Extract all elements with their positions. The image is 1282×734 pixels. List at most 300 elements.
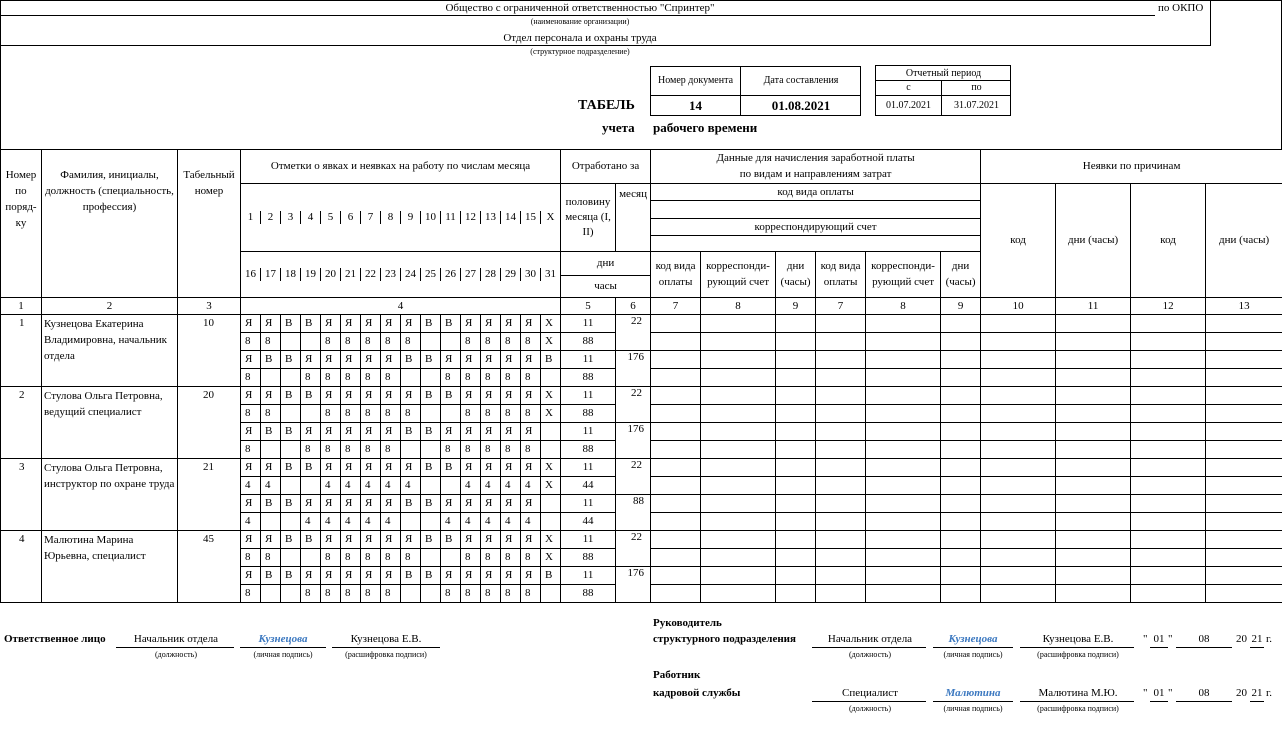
doc-number: 14 — [689, 98, 702, 113]
col-num: 9 — [941, 298, 981, 315]
resp-caption-position: (должность) — [155, 650, 197, 659]
day-mark: 8 — [481, 549, 501, 567]
day-mark: Я — [241, 531, 261, 549]
empty-cell — [1131, 459, 1206, 477]
empty-cell — [816, 531, 866, 549]
day-mark: В — [261, 351, 281, 369]
day-mark: Я — [241, 459, 261, 477]
header-corr: корреспондирующий счет — [651, 201, 981, 252]
day-mark: 8 — [481, 369, 501, 387]
day-mark: 8 — [521, 405, 541, 423]
empty-cell — [941, 513, 981, 531]
day-mark: 8 — [461, 549, 481, 567]
day-mark: Я — [381, 387, 401, 405]
hr-date-day: 01 — [1153, 687, 1165, 699]
empty-cell — [1056, 333, 1131, 351]
day-mark: Я — [481, 459, 501, 477]
day-mark: Я — [361, 423, 381, 441]
head-caption-position: (должность) — [849, 650, 891, 659]
resp-caption-signature: (личная подпись) — [253, 650, 313, 659]
table-row — [1, 459, 1282, 477]
resp-position: Начальник отдела — [133, 633, 219, 645]
day-mark: В — [301, 387, 321, 405]
day-mark: 4 — [521, 477, 541, 495]
header-abs-code2: код — [1131, 184, 1206, 298]
day-number: 19 — [300, 268, 320, 280]
day-mark: 8 — [321, 333, 341, 351]
hr-position: Специалист — [842, 687, 898, 699]
head-date-year: 21 — [1251, 633, 1263, 645]
half-month-value: 44 — [561, 477, 616, 495]
day-mark: Я — [241, 315, 261, 333]
empty-cell — [651, 423, 701, 441]
dept-name: Отдел персонала и охраны труда — [503, 32, 657, 44]
org-name: Общество с ограниченной ответственностью "Спринтер" — [445, 2, 715, 14]
day-mark: 8 — [501, 585, 521, 603]
empty-cell — [981, 405, 1056, 423]
empty-cell — [816, 423, 866, 441]
day-mark: 8 — [381, 369, 401, 387]
day-mark: 8 — [481, 585, 501, 603]
head-caption-signature: (личная подпись) — [943, 650, 1003, 659]
day-mark: X — [541, 333, 561, 351]
header-tab: Табельный номер — [178, 150, 241, 298]
day-mark: Я — [481, 387, 501, 405]
day-mark: X — [541, 459, 561, 477]
day-mark — [541, 441, 561, 459]
day-mark: Я — [381, 459, 401, 477]
empty-cell — [1131, 423, 1206, 441]
employee-tab: 20 — [178, 387, 241, 459]
day-mark: 8 — [501, 333, 521, 351]
day-mark: Я — [361, 387, 381, 405]
day-number: 4 — [300, 211, 320, 223]
day-mark: Я — [321, 531, 341, 549]
doc-title: ТАБЕЛЬ — [578, 98, 635, 113]
day-mark: 8 — [501, 405, 521, 423]
day-mark: 4 — [341, 477, 361, 495]
empty-cell — [651, 549, 701, 567]
day-mark — [401, 513, 421, 531]
empty-cell — [776, 513, 816, 531]
day-mark: Я — [261, 531, 281, 549]
day-mark: Я — [321, 567, 341, 585]
empty-cell — [776, 405, 816, 423]
empty-cell — [1131, 549, 1206, 567]
empty-cell — [701, 441, 776, 459]
day-mark: В — [421, 351, 441, 369]
day-mark: В — [401, 495, 421, 513]
header-corr-acc-2: корреспонди-рующий счет — [866, 252, 941, 298]
empty-cell — [981, 441, 1056, 459]
day-mark — [421, 369, 441, 387]
empty-cell — [651, 351, 701, 369]
day-number: 10 — [420, 211, 440, 223]
day-mark: 8 — [521, 369, 541, 387]
empty-cell — [866, 531, 941, 549]
day-mark: 8 — [381, 585, 401, 603]
day-mark: Я — [321, 351, 341, 369]
day-mark: 8 — [381, 333, 401, 351]
day-mark: Я — [381, 495, 401, 513]
empty-cell — [776, 549, 816, 567]
day-number: 14 — [500, 211, 520, 223]
empty-cell — [816, 315, 866, 333]
day-mark: Я — [481, 495, 501, 513]
day-mark: Я — [521, 459, 541, 477]
day-mark — [261, 513, 281, 531]
empty-cell — [1206, 459, 1282, 477]
day-mark: 4 — [461, 477, 481, 495]
day-mark: 8 — [521, 585, 541, 603]
half-month-value: 11 — [561, 531, 616, 549]
day-mark: 8 — [361, 369, 381, 387]
day-mark — [541, 513, 561, 531]
day-mark: В — [401, 351, 421, 369]
day-mark: 8 — [361, 405, 381, 423]
empty-cell — [1206, 369, 1282, 387]
empty-cell — [1206, 567, 1282, 585]
day-mark: 4 — [521, 513, 541, 531]
day-mark: Я — [241, 351, 261, 369]
day-number: 22 — [360, 268, 380, 280]
day-mark — [421, 333, 441, 351]
header-abs-dh2: дни (часы) — [1206, 184, 1282, 298]
empty-cell — [1206, 531, 1282, 549]
day-mark: 4 — [301, 513, 321, 531]
day-mark: В — [421, 567, 441, 585]
month-hours: 176 — [616, 567, 651, 603]
empty-cell — [981, 567, 1056, 585]
day-mark: Я — [361, 351, 381, 369]
day-mark: Я — [401, 459, 421, 477]
doc-number-label: Номер документа — [657, 75, 734, 86]
day-mark: Я — [381, 567, 401, 585]
day-mark: Я — [261, 315, 281, 333]
day-mark: Я — [521, 387, 541, 405]
empty-cell — [1056, 387, 1131, 405]
day-mark — [541, 585, 561, 603]
hr-caption-signature: (личная подпись) — [943, 704, 1003, 713]
empty-cell — [1206, 585, 1282, 603]
head-date-q2: " — [1168, 633, 1173, 645]
empty-cell — [776, 567, 816, 585]
day-mark: Я — [481, 423, 501, 441]
empty-cell — [866, 315, 941, 333]
day-mark — [301, 477, 321, 495]
empty-cell — [866, 405, 941, 423]
day-mark: 8 — [321, 369, 341, 387]
empty-cell — [776, 441, 816, 459]
head-signature: Кузнецова — [948, 633, 998, 645]
day-mark: В — [401, 423, 421, 441]
half-month-value: 88 — [561, 405, 616, 423]
empty-cell — [816, 459, 866, 477]
empty-cell — [1206, 441, 1282, 459]
half-month-value: 11 — [561, 387, 616, 405]
day-mark: 8 — [321, 441, 341, 459]
day-mark — [301, 333, 321, 351]
day-mark: Я — [341, 387, 361, 405]
header-code-pay-2: код вида оплаты — [816, 252, 866, 298]
day-mark — [281, 585, 301, 603]
day-mark: 4 — [261, 477, 281, 495]
day-mark — [421, 441, 441, 459]
day-mark: 4 — [341, 513, 361, 531]
table-row — [1, 531, 1282, 549]
col-num: 10 — [981, 298, 1056, 315]
table-row — [1, 387, 1282, 405]
empty-cell — [651, 513, 701, 531]
col-num: 3 — [178, 298, 241, 315]
empty-cell — [1131, 387, 1206, 405]
day-mark: Я — [461, 567, 481, 585]
day-mark — [441, 405, 461, 423]
day-mark: 8 — [441, 441, 461, 459]
day-mark: X — [541, 531, 561, 549]
empty-cell — [816, 567, 866, 585]
col-num: 9 — [776, 298, 816, 315]
day-mark: Я — [341, 567, 361, 585]
day-number: 26 — [440, 268, 460, 280]
empty-cell — [701, 405, 776, 423]
col-num: 11 — [1056, 298, 1131, 315]
header-corr-acc-1: корреспонди-рующий счет — [701, 252, 776, 298]
empty-cell — [1206, 513, 1282, 531]
empty-cell — [941, 549, 981, 567]
day-mark: Я — [521, 531, 541, 549]
day-mark: В — [441, 531, 461, 549]
empty-cell — [701, 585, 776, 603]
empty-cell — [776, 531, 816, 549]
day-mark: Я — [321, 387, 341, 405]
header-absence: Неявки по причинам — [981, 150, 1282, 184]
empty-cell — [941, 477, 981, 495]
day-mark: Я — [501, 495, 521, 513]
day-mark: 8 — [241, 441, 261, 459]
day-mark — [281, 441, 301, 459]
period-label: Отчетный период — [905, 68, 982, 79]
day-number: 2 — [260, 211, 280, 223]
month-days: 22 — [616, 387, 651, 423]
day-mark: 8 — [361, 333, 381, 351]
empty-cell — [866, 441, 941, 459]
day-mark: 8 — [301, 585, 321, 603]
half-month-value: 11 — [561, 567, 616, 585]
day-mark: 8 — [261, 549, 281, 567]
head-date-century: 20 — [1236, 633, 1247, 645]
empty-cell — [1056, 405, 1131, 423]
day-number: 15 — [520, 211, 540, 223]
day-mark: В — [421, 495, 441, 513]
day-mark: 8 — [521, 441, 541, 459]
empty-cell — [816, 549, 866, 567]
day-mark: 8 — [241, 333, 261, 351]
empty-cell — [941, 459, 981, 477]
day-mark: Я — [461, 351, 481, 369]
day-number: 27 — [460, 268, 480, 280]
table-row — [1, 315, 1282, 333]
empty-cell — [866, 495, 941, 513]
day-number: 30 — [520, 268, 540, 280]
day-mark: В — [421, 459, 441, 477]
col-num: 4 — [241, 298, 561, 315]
empty-cell — [651, 477, 701, 495]
day-mark: В — [441, 387, 461, 405]
day-mark: 4 — [481, 513, 501, 531]
day-mark: 8 — [241, 405, 261, 423]
day-mark — [281, 513, 301, 531]
day-mark: 8 — [461, 405, 481, 423]
employee-name: Малютина Марина Юрьевна, специалист — [42, 531, 178, 603]
empty-cell — [941, 387, 981, 405]
days-first-half — [241, 184, 561, 252]
day-mark: 8 — [501, 441, 521, 459]
empty-cell — [701, 459, 776, 477]
empty-cell — [776, 585, 816, 603]
day-mark — [401, 585, 421, 603]
half-month-value: 11 — [561, 459, 616, 477]
head-position: Начальник отдела — [827, 633, 913, 645]
day-mark: X — [541, 315, 561, 333]
empty-cell — [701, 315, 776, 333]
day-mark: 8 — [241, 369, 261, 387]
day-mark: 8 — [481, 441, 501, 459]
empty-cell — [776, 369, 816, 387]
empty-cell — [1056, 315, 1131, 333]
col-num: 1 — [1, 298, 42, 315]
day-mark: Я — [481, 567, 501, 585]
day-mark: В — [281, 387, 301, 405]
hr-date-g: г. — [1266, 687, 1273, 699]
day-mark: 8 — [301, 441, 321, 459]
empty-cell — [651, 495, 701, 513]
empty-cell — [1131, 369, 1206, 387]
day-number: 13 — [480, 211, 500, 223]
day-mark — [281, 369, 301, 387]
day-mark: В — [261, 495, 281, 513]
empty-cell — [1206, 549, 1282, 567]
empty-cell — [1131, 351, 1206, 369]
empty-cell — [866, 585, 941, 603]
day-mark: Я — [521, 423, 541, 441]
day-number: 8 — [380, 211, 400, 223]
half-month-value: 88 — [561, 441, 616, 459]
day-mark: Я — [521, 567, 541, 585]
col-num: 12 — [1131, 298, 1206, 315]
day-mark: Я — [501, 531, 521, 549]
day-mark: Я — [341, 459, 361, 477]
month-days: 22 — [616, 315, 651, 351]
head-label-b: структурного подразделения — [653, 633, 796, 645]
day-mark: 4 — [501, 513, 521, 531]
day-mark: 8 — [301, 369, 321, 387]
empty-cell — [866, 459, 941, 477]
day-mark: Я — [521, 351, 541, 369]
empty-cell — [981, 423, 1056, 441]
day-mark: Я — [461, 495, 481, 513]
day-mark: Я — [341, 315, 361, 333]
empty-cell — [1056, 549, 1131, 567]
empty-cell — [816, 351, 866, 369]
day-mark: 8 — [441, 369, 461, 387]
half-month-value: 11 — [561, 423, 616, 441]
day-mark: Я — [261, 459, 281, 477]
empty-cell — [776, 351, 816, 369]
empty-cell — [816, 441, 866, 459]
day-mark: 8 — [461, 441, 481, 459]
day-mark: 8 — [441, 585, 461, 603]
empty-cell — [776, 315, 816, 333]
empty-cell — [981, 351, 1056, 369]
half-month-value: 11 — [561, 315, 616, 333]
day-mark: Я — [361, 495, 381, 513]
employee-name: Стулова Ольга Петровна, инструктор по охране труда — [42, 459, 178, 531]
day-number: 28 — [480, 268, 500, 280]
resp-label: Ответственное лицо — [4, 633, 106, 645]
period-to: 31.07.2021 — [954, 100, 999, 111]
empty-cell — [981, 549, 1056, 567]
day-number: 16 — [245, 268, 256, 281]
day-mark: 8 — [241, 585, 261, 603]
day-mark — [281, 333, 301, 351]
empty-cell — [651, 567, 701, 585]
day-mark: Я — [321, 423, 341, 441]
empty-cell — [701, 513, 776, 531]
empty-cell — [1206, 405, 1282, 423]
timesheet-table — [0, 149, 1282, 603]
empty-cell — [701, 351, 776, 369]
day-mark — [301, 549, 321, 567]
doc-date: 01.08.2021 — [771, 98, 831, 113]
head-date-month: 08 — [1198, 633, 1210, 645]
day-mark: X — [541, 387, 561, 405]
day-mark: 8 — [461, 585, 481, 603]
half-month-value: 44 — [561, 513, 616, 531]
hr-date-year: 21 — [1251, 687, 1263, 699]
empty-cell — [651, 531, 701, 549]
day-mark: 4 — [361, 513, 381, 531]
empty-cell — [1206, 423, 1282, 441]
empty-cell — [941, 495, 981, 513]
day-mark: 4 — [501, 477, 521, 495]
hr-date-month: 08 — [1198, 687, 1210, 699]
period-from-label: с — [906, 82, 911, 93]
empty-cell — [1206, 477, 1282, 495]
day-mark: Я — [481, 531, 501, 549]
empty-cell — [866, 567, 941, 585]
day-mark: 8 — [381, 549, 401, 567]
month-hours: 176 — [616, 351, 651, 387]
empty-cell — [1206, 351, 1282, 369]
day-mark — [441, 477, 461, 495]
day-number: 18 — [280, 268, 300, 280]
day-mark: 8 — [341, 585, 361, 603]
empty-cell — [816, 513, 866, 531]
day-number: 17 — [260, 268, 280, 280]
day-mark: В — [441, 315, 461, 333]
header-dh-2: дни (часы) — [941, 252, 981, 298]
day-mark: Я — [381, 531, 401, 549]
col-num: 7 — [816, 298, 866, 315]
day-number: 11 — [440, 211, 460, 223]
day-mark: 4 — [381, 513, 401, 531]
hr-date-q1: " — [1143, 687, 1148, 699]
header-half: половину месяца (I, II) — [561, 184, 616, 252]
day-mark: В — [421, 315, 441, 333]
empty-cell — [701, 423, 776, 441]
empty-cell — [941, 441, 981, 459]
